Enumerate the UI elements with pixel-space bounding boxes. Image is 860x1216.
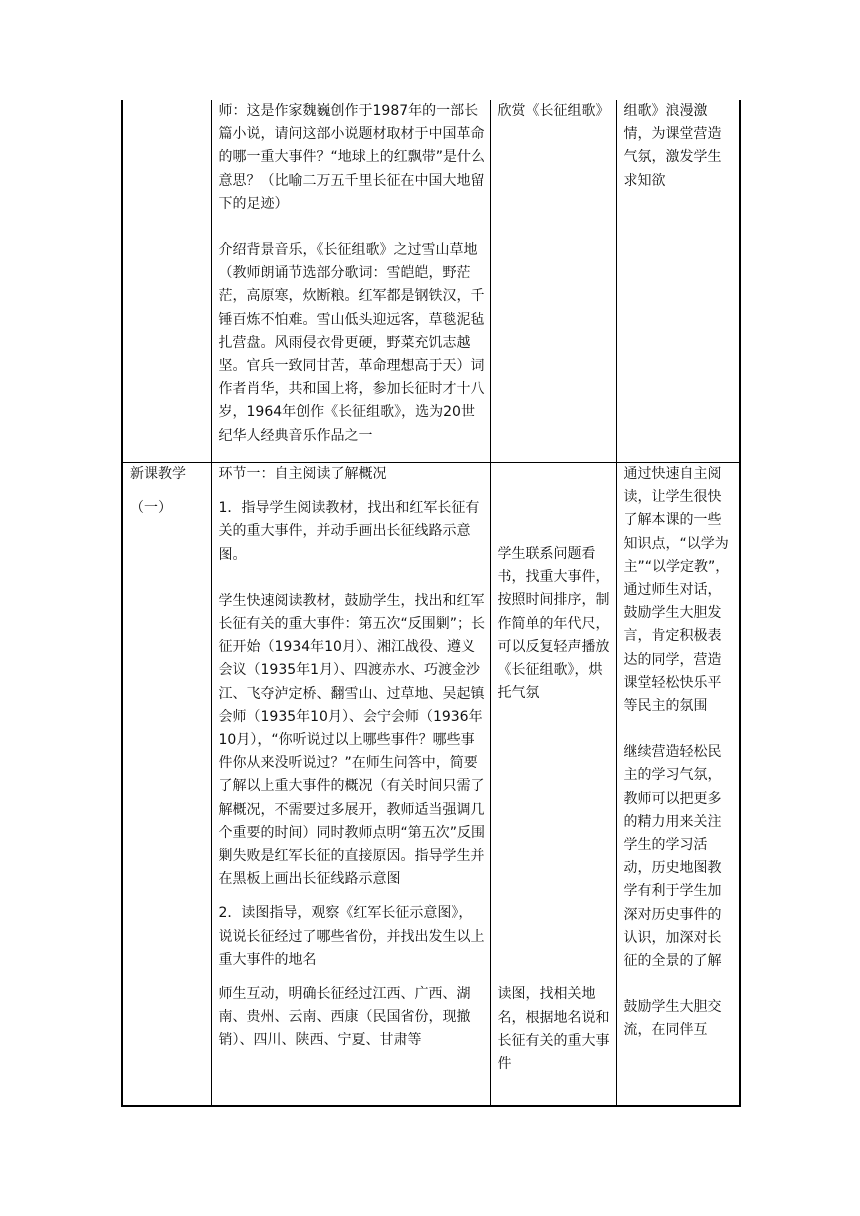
stage-cell: [122, 100, 211, 463]
table-row: [122, 100, 740, 463]
teacher-paragraph: 学生快速阅读教材，鼓励学生，找出和红军长征有关的重大事件：第五次“反围剿”；长征开始（1934年10月）、湘江战役、遵义会议（1935年1月）、四渡赤水、巧渡金沙江、飞夺泸定桥、翻雪山、过草地、吴起镇会师（1935年10月）、会宁会师（1936年10月），“你听说过以上哪些事件？哪些事件你从来没听说过？”在师生问答中，简要了解以上重大事件的概况（有关时间只需了解概况，不需要过多展开，教师适当强调几个重要的时间）同时教师点明“第五次”反围剿失败是红军长征的直接原因。指导学生并在黑板上画出长征线路示意图: [218, 592, 486, 888]
student-activity-cell: [490, 463, 616, 1107]
intent-paragraph: 继续营造轻松民主的学习气氛，教师可以把更多的精力用来关注学生的学习活动，历史地图教学有利于学生加深对历史事件的认识，加深对长征的全景的了解: [623, 744, 722, 970]
stage-label: 新课教学: [130, 466, 186, 482]
teacher-paragraph: 介绍背景音乐，《长征组歌》之过雪山草地（教师朗诵节选部分歌词：雪皑皑，野茫茫，高原寒，炊断粮。红军都是钢铁汉，千锤百炼不怕难。雪山低头迎远客，草毯泥毡扎营盘。风雨侵衣骨更硬，野菜充饥志越坚。官兵一致同甘苦，革命理想高于天）词作者肖华，共和国上将，参加长征时才十八岁，1964年创作《长征组歌》，选为20世纪华人经典音乐作品之一: [218, 242, 485, 444]
student-paragraph: 读图，找相关地名，根据地名说和长征有关的重大事件: [497, 986, 610, 1073]
intent-paragraph: 组歌》浪漫激情，为课堂营造气氛，激发学生求知欲: [623, 103, 722, 189]
teacher-paragraph: 2．读图指导，观察《红军长征示意图》，说说长征经过了哪些省份，并找出发生以上重大事件的地名: [218, 905, 485, 968]
stage-sub-label: （一）: [130, 500, 172, 517]
teacher-activity-cell: [211, 463, 490, 1107]
student-paragraph: 欣赏《长征组歌》: [497, 103, 610, 119]
student-activity-cell: [490, 100, 616, 463]
teacher-paragraph: 师：这是作家魏巍创作于1987年的一部长篇小说，请问这部小说题材取材于中国革命的哪一重大事件？“地球上的红飘带”是什么意思？（比喻二万五千里长征在中国大地留下的足迹）: [218, 103, 486, 212]
stage-cell: [122, 463, 211, 1107]
teacher-paragraph: 师生互动，明确长征经过江西、广西、湖南、贵州、云南、西康（民国省份，现撤销）、四川、陕西、宁夏、甘肃等: [218, 986, 471, 1049]
teacher-activity-cell: [211, 100, 490, 463]
intent-paragraph: 鼓励学生大胆交流，在同伴互: [623, 999, 722, 1039]
intent-paragraph: 通过快速自主阅读，让学生很快了解本课的一些知识点，“以学为主”“以学定教”，通过师生对话，鼓励学生大胆发言，肯定积极表达的同学，营造课堂轻松快乐平等民主的氛围: [623, 466, 730, 715]
design-intent-cell: [616, 463, 740, 1107]
table-row: [122, 463, 740, 1107]
teacher-paragraph: 环节一：自主阅读了解概况: [218, 466, 387, 482]
lesson-plan-table: [121, 100, 741, 1107]
student-paragraph: 学生联系问题看书，找重大事件，按照时间排序，制作简单的年代尺，可以反复轻声播放《长征组歌》，烘托气氛: [497, 546, 610, 702]
design-intent-cell: [616, 100, 740, 463]
teacher-paragraph: 1．指导学生阅读教材，找出和红军长征有关的重大事件，并动手画出长征线路示意图。: [218, 500, 480, 563]
